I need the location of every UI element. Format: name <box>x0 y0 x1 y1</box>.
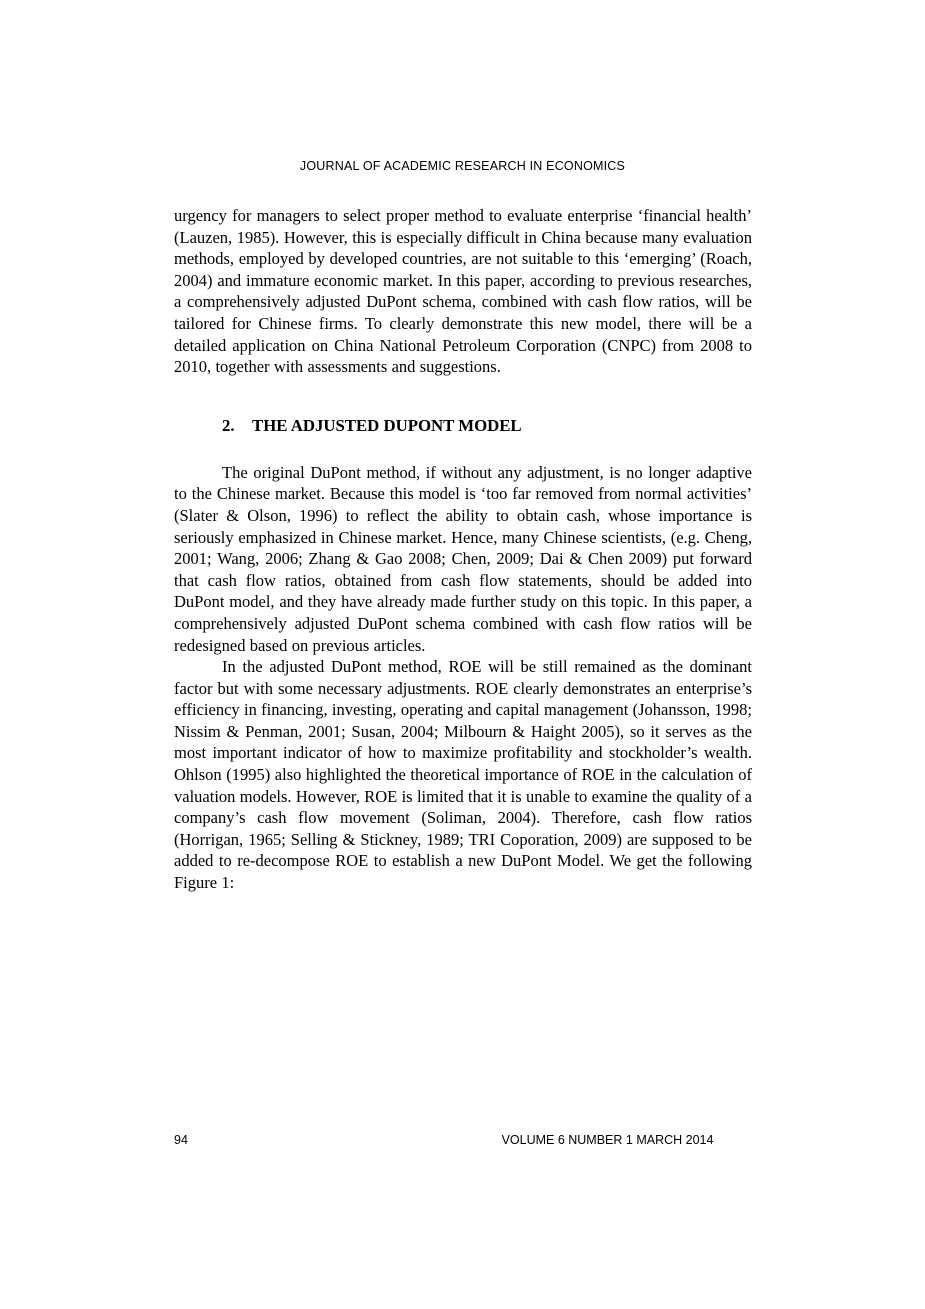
paragraph-continuation: urgency for managers to select proper method to evaluate enterprise ‘financial health’ (Lauzen, 1985). However, this is especially difficult in China because many evaluation methods, employed by developed countries, are not suitable to this ‘emerging’ (Roach, 2004) and immature economic market. In this paper, according to previous researches, a comprehensively adjusted DuPont schema, combined with cash flow ratios, will be tailored for Chinese firms. To clearly demonstrate this new model, there will be a detailed application on China National Petroleum Corporation (CNPC) from 2008 to 2010, together with assessments and suggestions. <box>174 206 752 377</box>
page-content <box>174 205 752 894</box>
paragraph-2: In the adjusted DuPont method, ROE will be still remained as the dominant factor but with some necessary adjustments. ROE clearly demonstrates an enterprise’s efficiency in financing, investing, operating and capital management (Johansson, 1998; Nissim & Penman, 2001; Susan, 2004; Milbourn & Haight 2005), so it serves as the most important indicator of how to maximize profitability and stockholder’s wealth. Ohlson (1995) also highlighted the theoretical importance of ROE in the calculation of valuation models. However, ROE is limited that it is unable to examine the quality of a company’s cash flow movement (Soliman, 2004). Therefore, cash flow ratios (Horrigan, 1965; Selling & Stickney, 1989; TRI Coporation, 2009) are supposed to be added to re-decompose ROE to establish a new DuPont Model. We get the following Figure 1: <box>174 657 752 893</box>
page-number: 94 <box>174 1133 188 1147</box>
section-number: 2. <box>222 415 235 435</box>
paragraph-1: The original DuPont method, if without any adjustment, is no longer adaptive to the Chinese market. Because this model is ‘too far removed from normal activities’ (Slater & Olson, 1996) to reflect the ability to obtain cash, whose importance is seriously emphasized in Chinese market. Hence, many Chinese scientists, (e.g. Cheng, 2001; Wang, 2006; Zhang & Gao 2008; Chen, 2009; Dai & Chen 2009) put forward that cash flow ratios, obtained from cash flow statements, should be added into DuPont model, and they have already made further study on this topic. In this paper, a comprehensively adjusted DuPont schema combined with cash flow ratios will be redesigned based on previous articles. <box>174 462 752 655</box>
volume-info: VOLUME 6 NUMBER 1 MARCH 2014 <box>501 1133 714 1147</box>
section-title: THE ADJUSTED DUPONT MODEL <box>252 415 522 435</box>
section-heading <box>174 416 752 436</box>
running-head: JOURNAL OF ACADEMIC RESEARCH IN ECONOMICS <box>299 159 626 173</box>
